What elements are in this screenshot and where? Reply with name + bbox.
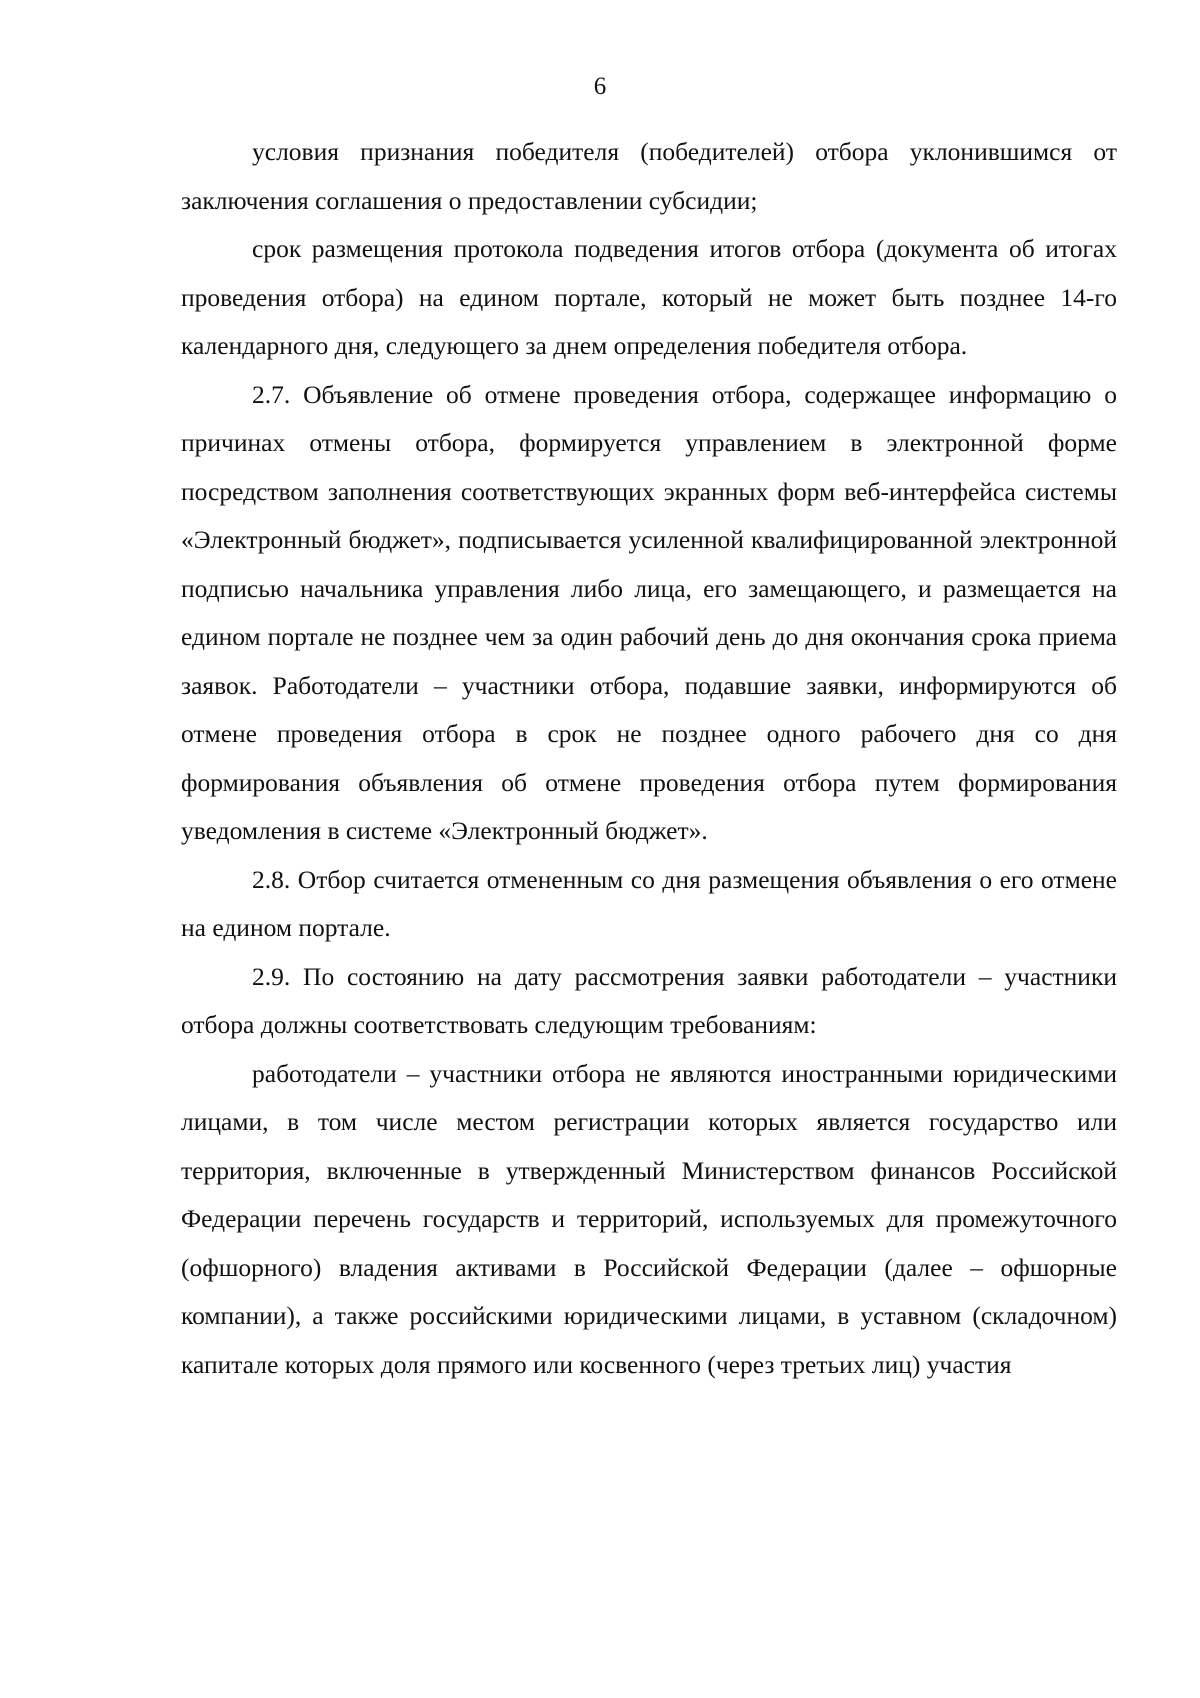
paragraph-requirements: работодатели – участники отбора не являются иностранными юридическими лицами, в том числе местом регистрации которых является государство или территория, включенные в утвержденный Министерством финансов Российской Федерации перечень государств и территорий, используемых для промежуточного (офшорного) владения активами в Российской Федерации (далее – офшорные компании), а также российскими юридическими лицами, в уставном (складочном) капитале которых доля прямого или косвенного (через третьих лиц) участия	[181, 1058, 1117, 1379]
paragraph-2-8: 2.8. Отбор считается отмененным со дня размещения объявления о его отмене на едином портале.	[181, 864, 1117, 942]
document-body	[181, 128, 1117, 1389]
page-number: 6	[593, 73, 607, 100]
paragraph-2-7: 2.7. Объявление об отмене проведения отбора, содержащее информацию о причинах отмены отбора, формируется управлением в электронной форме посредством заполнения соответствующих экранных форм веб-интерфейса системы «Электронный бюджет», подписывается усиленной квалифицированной электронной подписью начальника управления либо лица, его замещающего, и размещается на едином портале не позднее чем за один рабочий день до дня окончания срока приема заявок. Работодатели – участники отбора, подавшие заявки, информируются об отмене проведения отбора в срок не позднее одного рабочего дня со дня формирования объявления об отмене проведения отбора путем формирования уведомления в системе «Электронный бюджет».	[181, 379, 1117, 845]
paragraph-winner-evasion: условия признания победителя (победителей) отбора уклонившимся от заключения соглашения о предоставлении субсидии;	[181, 137, 1117, 215]
paragraph-protocol-deadline: срок размещения протокола подведения итогов отбора (документа об итогах проведения отбора) на едином портале, который не может быть позднее 14-го календарного дня, следующего за днем определения победителя отбора.	[181, 234, 1117, 360]
paragraph-2-9: 2.9. По состоянию на дату рассмотрения заявки работодатели – участники отбора должны соответствовать следующим требованиям:	[181, 961, 1117, 1039]
